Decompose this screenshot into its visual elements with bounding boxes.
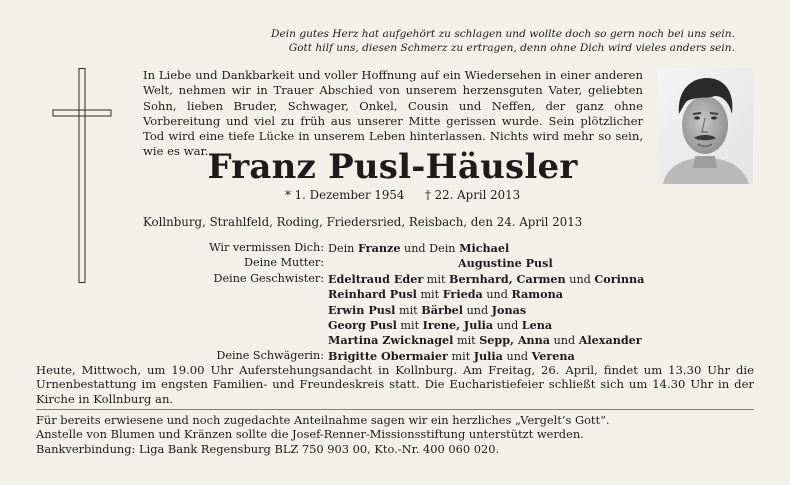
mourner-row [130, 349, 760, 364]
mourner-row [130, 272, 760, 287]
mourner-name: Bernhard, Carmen [449, 271, 566, 286]
mourner-name: Brigitte Obermaier [328, 348, 448, 363]
mourner-connector: mit [396, 319, 423, 333]
mourner-names [328, 349, 760, 364]
mourner-names [328, 287, 760, 302]
mourner-connector: und Dein [400, 242, 460, 255]
mourner-name: Jonas [491, 302, 527, 317]
mourner-name: Martina Zwicknagel [328, 333, 454, 348]
mourner-names [328, 272, 760, 287]
closing-line: Anstelle von Blumen und Kränzen sollte die Josef-Renner-Missionsstiftung unterstützt werden. [36, 427, 584, 442]
closing-notes [36, 413, 754, 456]
mourner-name: Julia [473, 348, 503, 363]
mourner-row [130, 318, 760, 333]
mourner-relation: Wir vermissen Dich: [209, 241, 324, 254]
cross-icon [52, 68, 112, 283]
mourner-connector: mit [416, 288, 443, 302]
mourner-name: Irene, Julia [422, 318, 494, 333]
mourner-connector: mit [395, 303, 422, 317]
mourner-name: Verena [531, 348, 575, 363]
mourner-connector: mit [453, 334, 480, 348]
motto-line: Dein gutes Herz hat aufgehört zu schlagen und wollte doch so gern noch bei uns sein. [270, 28, 735, 40]
mourner-relation: Deine Geschwister: [213, 271, 324, 285]
mourner-connector: und [463, 303, 492, 317]
mourner-name: Lena [521, 318, 553, 333]
mourner-names [328, 241, 760, 256]
mourner-name: Bärbel [421, 302, 464, 317]
mourner-connector: und [565, 272, 595, 286]
mourner-connector: und [502, 349, 532, 363]
portrait-photo [657, 68, 753, 184]
mourner-row [130, 241, 760, 256]
mourner-row [130, 333, 760, 348]
mourner-name: Alexander [578, 333, 642, 348]
mourner-name: Reinhard Pusl [328, 287, 417, 302]
mourner-name: Corinna [594, 271, 645, 286]
mourner-connector: und [493, 319, 522, 333]
divider [36, 409, 754, 410]
mourner-name: Ramona [511, 287, 563, 302]
closing-line: Bankverbindung: Liga Bank Regensburg BLZ 750 903 00, Kto.-Nr. 400 060 020. [36, 441, 500, 456]
mourner-name: Erwin Pusl [328, 302, 396, 317]
deceased-name: Franz Pusl-Häusler [207, 147, 578, 187]
motto-verse [130, 28, 735, 55]
place-and-date: Kollnburg, Strahlfeld, Roding, Friedersried, Reisbach, den 24. April 2013 [143, 215, 583, 229]
mourner-name: Franze [357, 241, 401, 255]
mourner-connector: mit [423, 272, 450, 286]
mourner-connector: und [482, 288, 512, 302]
mourner-relation [130, 333, 328, 348]
mourner-row [130, 303, 760, 318]
mourner-connector: Dein [328, 242, 358, 255]
mourner-relation [130, 287, 328, 302]
mourner-relation: Deine Mutter: [244, 256, 324, 270]
mourner-names [328, 256, 760, 271]
mourner-name: Edeltraud Eder [328, 271, 424, 286]
mourner-row [130, 256, 760, 271]
mourners-list [130, 241, 760, 364]
mourner-connector: mit [447, 349, 474, 363]
mourner-name: Michael [459, 241, 510, 255]
closing-line: Für bereits erwiesene und noch zugedachte Anteilnahme sagen wir ein herzliches „Vergelt’s Gott“. [36, 413, 610, 427]
death-date: † 22. April 2013 [425, 188, 521, 202]
mourner-relation [130, 318, 328, 333]
mourner-name: Frieda [442, 287, 483, 302]
mourner-names [328, 318, 760, 333]
mourner-connector: und [550, 334, 579, 348]
mourner-name: Sepp, Anna [479, 333, 551, 348]
mourner-names [328, 303, 760, 318]
mourner-name: Georg Pusl [328, 318, 397, 333]
mourner-row [130, 287, 760, 302]
mourner-relation: Deine Schwägerin: [216, 348, 324, 362]
motto-line: Gott hilf uns, diesen Schmerz zu ertragen, denn ohne Dich wird vieles anders sein. [288, 41, 735, 54]
intro-paragraph: In Liebe und Dankbarkeit und voller Hoffnung auf ein Wiedersehen in einer anderen Welt, nehmen wir in Trauer Abschied von unserem herzensguten Vater, geliebten Sohn, lieben Bruder, Schwager, Onkel, Cousin und Neffen, der ganz ohne Vorbereitung und viel zu früh aus unserer Mitte gerissen wurde. Sein plötzlicher Tod wird eine tiefe Lücke in unserem Leben hinterlassen. Nichts wird mehr so sein, wie es war. [143, 68, 643, 159]
mourner-name: Augustine Pusl [458, 256, 553, 271]
mourner-names [328, 333, 760, 348]
birth-date: * 1. Dezember 1954 [285, 188, 405, 202]
funeral-details: Heute, Mittwoch, um 19.00 Uhr Auferstehungsandacht in Kollnburg. Am Freitag, 26. April, findet um 13.30 Uhr die Urnenbestattung im engsten Familien- und Freundeskreis statt. Die Eucharistiefeier schließt sich um 14.30 Uhr in der Kirche in Kollnburg an. [36, 363, 754, 406]
mourner-relation [130, 303, 328, 318]
